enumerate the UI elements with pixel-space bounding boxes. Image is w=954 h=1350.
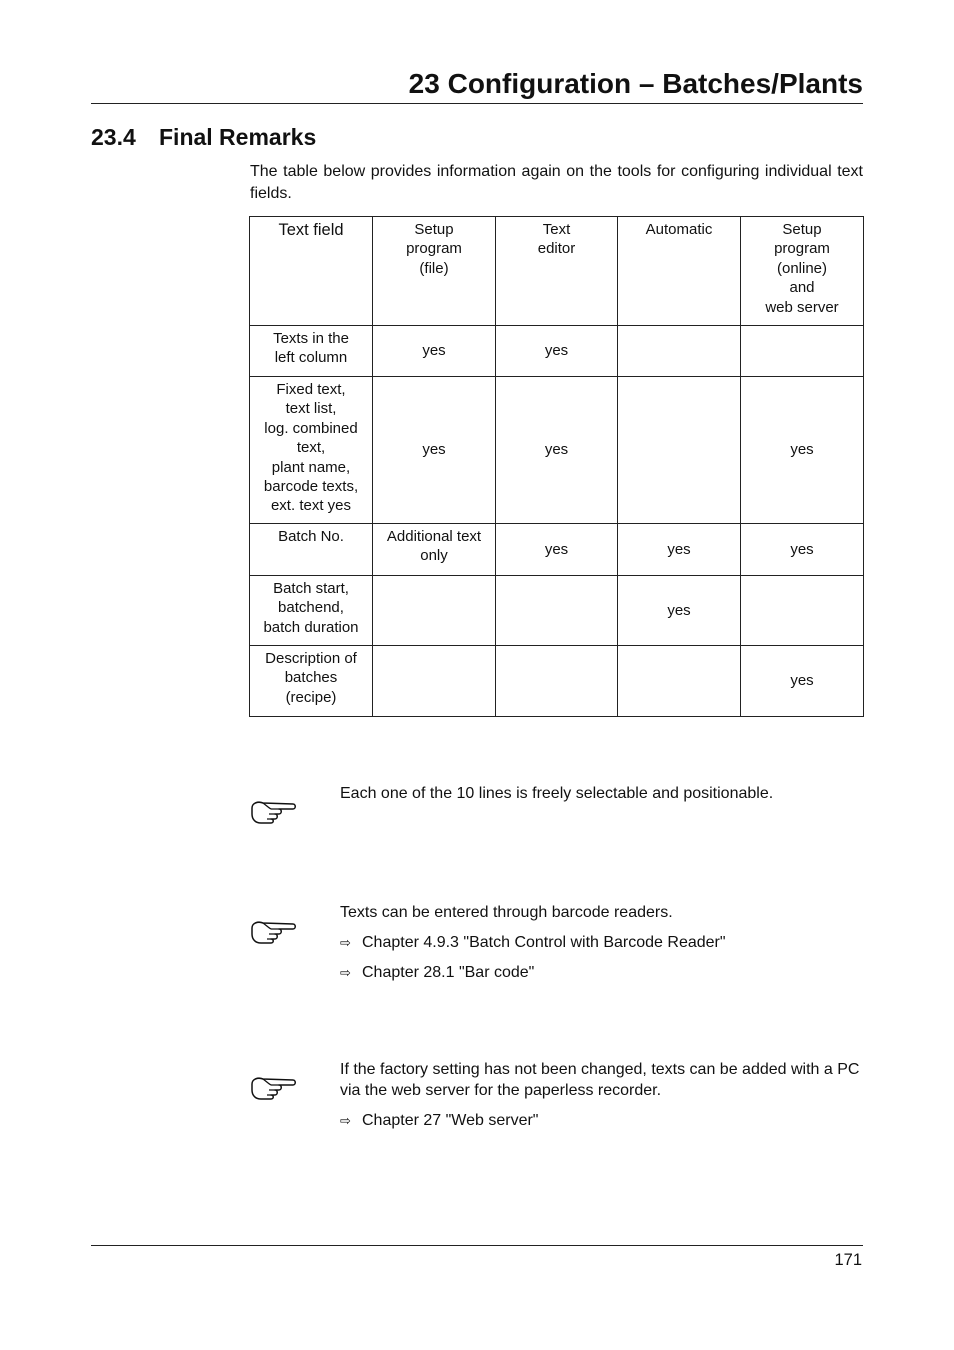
cell-text-line: batches	[284, 669, 338, 687]
cell-text-line: Setup	[782, 221, 822, 238]
page-number: 171	[834, 1251, 862, 1269]
cell-text-line: Batch start,	[273, 580, 349, 597]
cell-text-line: Texts in the	[273, 330, 349, 347]
table-cell	[373, 377, 496, 524]
footer-rule	[91, 1245, 863, 1246]
cell-text-line: and	[789, 279, 815, 297]
table-cell	[373, 524, 496, 576]
cell-text-line: text,	[296, 439, 326, 457]
column-header	[741, 217, 864, 326]
row-label	[250, 646, 373, 717]
chapter-reference[interactable]	[340, 1110, 863, 1131]
cell-text-line: (recipe)	[285, 688, 337, 706]
table-row	[250, 576, 864, 646]
arrow-right-icon: ⇨	[340, 965, 351, 980]
cell-text-line: text list,	[285, 400, 337, 418]
table-header-row	[250, 217, 864, 326]
section-number: 23.4	[91, 124, 136, 150]
table-row	[250, 646, 864, 717]
reference-text: Chapter 27 "Web server"	[362, 1112, 539, 1129]
cell-text-line: yes	[422, 342, 446, 360]
chapter-reference[interactable]	[340, 932, 863, 953]
table-cell	[618, 646, 741, 717]
table-cell	[741, 377, 864, 524]
cell-text-line: Automatic	[645, 221, 713, 238]
arrow-right-icon: ⇨	[340, 935, 351, 950]
chapter-title: 23 Configuration – Batches/Plants	[408, 68, 863, 99]
table-row	[250, 377, 864, 524]
table-cell	[496, 377, 618, 524]
cell-text-line: (file)	[419, 259, 449, 277]
table-cell	[618, 377, 741, 524]
chapter-reference[interactable]	[340, 962, 863, 983]
cell-text-line: yes	[790, 672, 814, 690]
cell-text-line: barcode texts,	[263, 478, 359, 496]
cell-text-line: Setup	[414, 221, 454, 238]
column-header	[373, 217, 496, 326]
row-label	[250, 524, 373, 576]
cell-text-line: ext. text yes	[270, 497, 352, 515]
table-row	[250, 326, 864, 377]
pointing-hand-icon	[249, 916, 297, 946]
table-cell	[496, 576, 618, 646]
table-cell	[373, 646, 496, 717]
table-cell	[741, 326, 864, 377]
column-header	[618, 217, 741, 326]
cell-text-line: Additional text	[386, 528, 482, 545]
cell-text-line: yes	[667, 540, 691, 558]
section-heading	[91, 122, 316, 152]
cell-text-line: Batch No.	[278, 528, 344, 545]
reference-text: Chapter 28.1 "Bar code"	[362, 964, 535, 981]
cell-text-line: (online)	[776, 259, 828, 277]
cell-text-line: yes	[790, 441, 814, 459]
cell-text-line: yes	[667, 601, 691, 619]
cell-text-line: Text field	[278, 221, 344, 239]
cell-text-line: yes	[544, 441, 569, 459]
cell-text-line: program	[774, 240, 830, 258]
note-text: If the factory setting has not been changed, texts can be added with a PC via the web server for the paperless recorder.	[340, 1061, 860, 1099]
table-cell	[741, 524, 864, 576]
column-header	[496, 217, 618, 326]
table-cell	[618, 326, 741, 377]
table-cell	[741, 646, 864, 717]
intro-paragraph: The table below provides information again on the tools for configuring individual text fields.	[250, 163, 863, 202]
table-cell	[373, 326, 496, 377]
table-cell	[618, 524, 741, 576]
cell-text-line: yes	[790, 540, 814, 558]
table-cell	[618, 576, 741, 646]
table-row	[250, 524, 864, 576]
table-cell	[496, 646, 618, 717]
cell-text-line: editor	[537, 240, 576, 258]
cell-text-line: program	[406, 240, 462, 258]
cell-text-line: left column	[274, 349, 348, 367]
row-label	[250, 576, 373, 646]
arrow-right-icon: ⇨	[340, 1113, 351, 1128]
note-text: Texts can be entered through barcode readers.	[340, 904, 673, 921]
cell-text-line: yes	[544, 342, 569, 360]
cell-text-line: Description of	[265, 650, 357, 667]
cell-text-line: yes	[422, 441, 446, 459]
pointing-hand-icon	[249, 796, 297, 826]
table-cell	[741, 576, 864, 646]
cell-text-line: only	[420, 547, 448, 565]
reference-text: Chapter 4.9.3 "Batch Control with Barcode Reader"	[362, 934, 726, 951]
cell-text-line: Fixed text,	[276, 381, 346, 398]
pointing-hand-icon	[249, 1072, 297, 1102]
cell-text-line: plant name,	[271, 458, 351, 476]
cell-text-line: log. combined	[264, 419, 358, 437]
cell-text-line: Text	[542, 221, 571, 238]
section-title: Final Remarks	[159, 124, 317, 150]
header-rule	[91, 103, 863, 104]
note-text: Each one of the 10 lines is freely selectable and positionable.	[340, 785, 774, 802]
cell-text-line: batchend,	[278, 599, 344, 617]
cell-text-line: yes	[544, 540, 569, 558]
table-cell	[496, 524, 618, 576]
column-header	[250, 217, 373, 326]
tools-table	[249, 216, 864, 717]
cell-text-line: batch duration	[263, 618, 359, 636]
table-cell	[373, 576, 496, 646]
table-cell	[496, 326, 618, 377]
row-label	[250, 326, 373, 377]
cell-text-line: web server	[765, 298, 839, 316]
row-label	[250, 377, 373, 524]
